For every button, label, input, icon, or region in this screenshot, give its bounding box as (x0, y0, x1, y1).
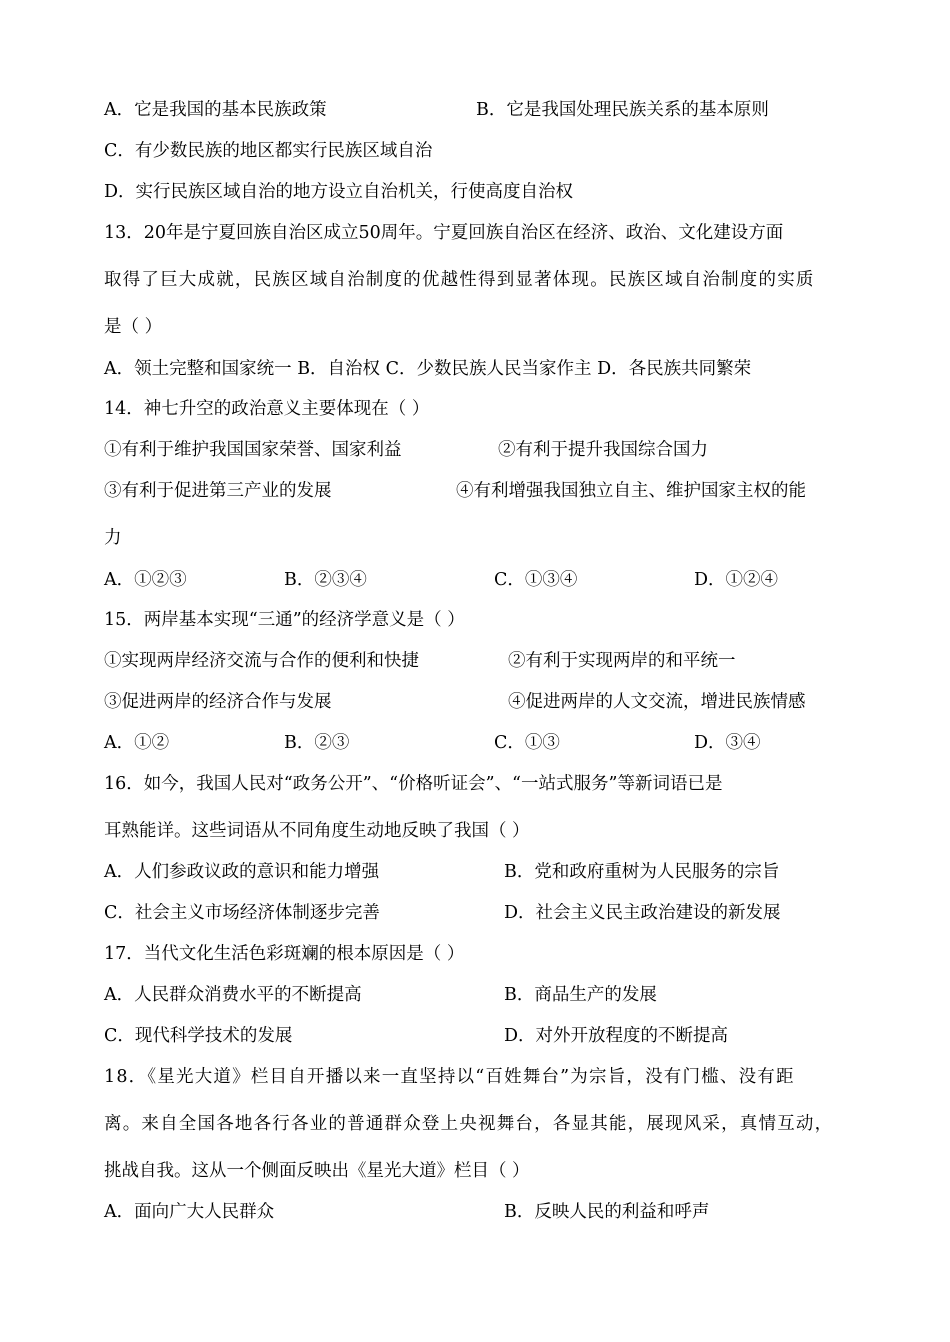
q18-stem-line-3: 挑战自我。这从一个侧面反映出《星光大道》栏目（ ） (104, 1161, 530, 1181)
q18-stem-line-1: 18．《星光大道》栏目自开播以来一直坚持以“百姓舞台”为宗旨，没有门槛、没有距 (104, 1067, 795, 1087)
q16-option-d: D．社会主义民主政治建设的新发展 (504, 903, 781, 923)
q12-option-b: B．它是我国处理民族关系的基本原则 (476, 100, 769, 120)
q15-item-2: ②有利于实现两岸的和平统一 (508, 651, 736, 671)
q15-item-1: ①实现两岸经济交流与合作的便利和快捷 (104, 651, 419, 671)
q14-option-b: B．②③④ (284, 570, 367, 590)
q18-stem-line-2: 离。来自全国各地各行各业的普通群众登上央视舞台，各显其能，展现风采，真情互动， (104, 1114, 834, 1134)
q16-option-b: B．党和政府重树为人民服务的宗旨 (504, 862, 780, 882)
q17-option-c: C．现代科学技术的发展 (104, 1026, 293, 1046)
q16-option-a: A．人们参政议政的意识和能力增强 (104, 862, 380, 882)
q18-option-a: A．面向广大人民群众 (104, 1202, 275, 1222)
q15-item-4: ④促进两岸的人文交流，增进民族情感 (508, 692, 806, 712)
q15-stem: 15．两岸基本实现“三通”的经济学意义是（ ） (104, 610, 465, 630)
q14-option-c: C．①③④ (494, 570, 578, 590)
q16-stem-line-2: 耳熟能详。这些词语从不同角度生动地反映了我国（ ） (104, 821, 530, 841)
q15-option-a: A．①② (104, 733, 170, 753)
q13-stem-line-3: 是（ ） (104, 317, 163, 337)
q17-option-b: B．商品生产的发展 (504, 985, 657, 1005)
q16-option-c: C．社会主义市场经济体制逐步完善 (104, 903, 380, 923)
q14-item-4: ④有利增强我国独立自主、维护国家主权的能 (456, 481, 806, 501)
q12-option-c: C．有少数民族的地区都实行民族区域自治 (104, 141, 433, 161)
q14-stem: 14．神七升空的政治意义主要体现在（ ） (104, 399, 430, 419)
q14-item-1: ①有利于维护我国国家荣誉、国家利益 (104, 440, 402, 460)
q12-option-d: D．实行民族区域自治的地方设立自治机关，行使高度自治权 (104, 182, 574, 202)
q13-stem-line-1: 13．20年是宁夏回族自治区成立50周年。宁夏回族自治区在经济、政治、文化建设方面 (104, 223, 784, 243)
q17-option-d: D．对外开放程度的不断提高 (504, 1026, 729, 1046)
q13-options: A．领土完整和国家统一 B．自治权 C．少数民族人民当家作主 D．各民族共同繁荣 (104, 359, 752, 379)
q15-option-b: B．②③ (284, 733, 350, 753)
q17-stem: 17．当代文化生活色彩斑斓的根本原因是（ ） (104, 944, 465, 964)
q16-stem-line-1: 16．如今，我国人民对“政务公开”、“价格听证会”、“一站式服务”等新词语已是 (104, 774, 723, 794)
q14-item-3: ③有利于促进第三产业的发展 (104, 481, 332, 501)
q14-item-4-continued: 力 (104, 528, 122, 548)
q14-item-2: ②有利于提升我国综合国力 (498, 440, 708, 460)
q12-option-a: A．它是我国的基本民族政策 (104, 100, 327, 120)
q15-option-c: C．①③ (494, 733, 560, 753)
q15-item-3: ③促进两岸的经济合作与发展 (104, 692, 332, 712)
q18-option-b: B．反映人民的利益和呼声 (504, 1202, 710, 1222)
q15-option-d: D．③④ (694, 733, 761, 753)
q17-option-a: A．人民群众消费水平的不断提高 (104, 985, 362, 1005)
q14-option-a: A．①②③ (104, 570, 187, 590)
q14-option-d: D．①②④ (694, 570, 779, 590)
q13-stem-line-2: 取得了巨大成就，民族区域自治制度的优越性得到显著体现。民族区域自治制度的实质 (104, 270, 815, 290)
